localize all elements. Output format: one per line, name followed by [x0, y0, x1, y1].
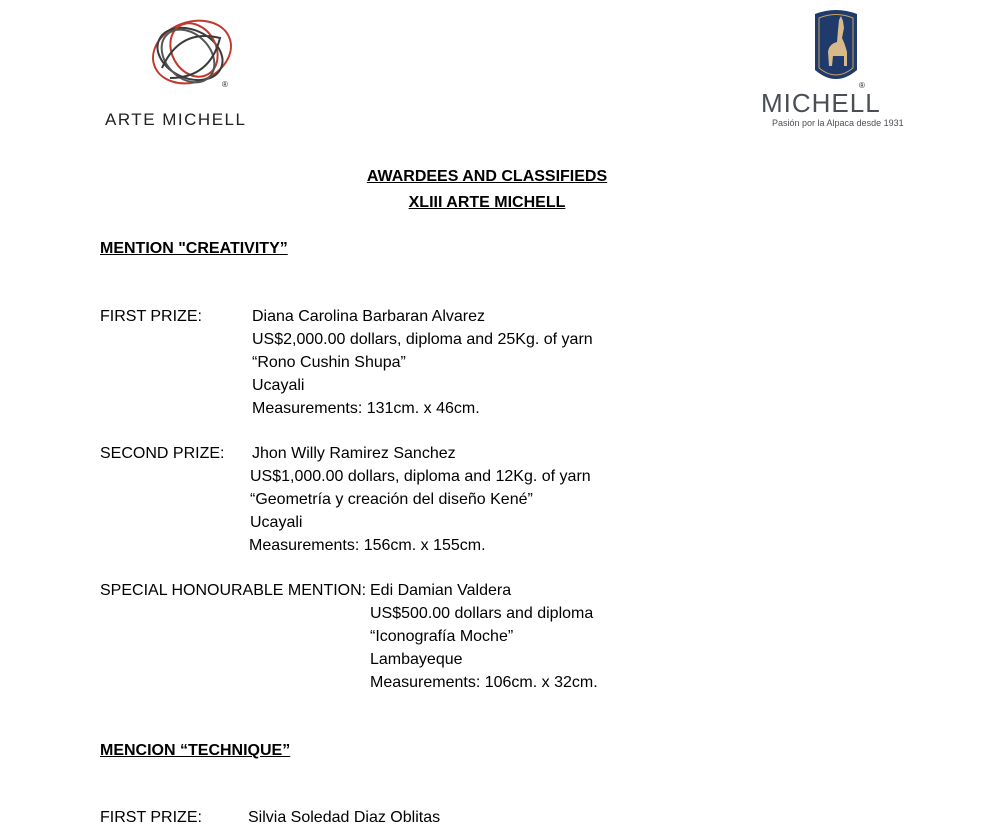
- section-heading-creativity: MENTION "CREATIVITY”: [100, 240, 288, 257]
- region: Lambayeque: [370, 651, 463, 668]
- page-subtitle: XLIII ARTE MICHELL: [408, 194, 566, 211]
- winner-name: Edi Damian Valdera: [370, 582, 512, 599]
- work-title: “Geometría y creación del diseño Kené”: [250, 491, 533, 508]
- page-title: AWARDEES AND CLASSIFIEDS: [366, 168, 608, 185]
- measurements: Measurements: 106cm. x 32cm.: [370, 674, 598, 691]
- prize-reward: US$500.00 dollars and diploma: [370, 605, 594, 622]
- registered-mark-right: ®: [859, 81, 865, 90]
- winner-name: Silvia Soledad Diaz Oblitas: [248, 809, 441, 826]
- swirl-logo-icon: [100, 8, 280, 98]
- michell-logo: [755, 8, 925, 133]
- arte-michell-wordmark: ARTE MICHELL: [105, 110, 247, 129]
- work-title: “Rono Cushin Shupa”: [252, 354, 406, 371]
- alpaca-badge-icon: [811, 8, 861, 84]
- prize-details: [250, 442, 591, 557]
- region: Ucayali: [252, 377, 305, 394]
- work-title: “Iconografía Moche”: [370, 628, 514, 645]
- prize-label: SPECIAL HONOURABLE MENTION:: [100, 582, 367, 599]
- measurements: Measurements: 131cm. x 46cm.: [252, 400, 480, 417]
- prize-reward: US$1,000.00 dollars, diploma and 12Kg. of yarn: [250, 468, 591, 485]
- prize-reward: US$2,000.00 dollars, diploma and 25Kg. of yarn: [252, 331, 593, 348]
- winner-name: Diana Carolina Barbaran Alvarez: [252, 308, 486, 325]
- prize-details: [252, 305, 593, 420]
- winner-name: Jhon Willy Ramirez Sanchez: [252, 445, 456, 462]
- measurements: Measurements: 156cm. x 155cm.: [249, 537, 486, 554]
- michell-wordmark: MICHELL: [761, 88, 881, 118]
- prize-label: FIRST PRIZE:: [100, 809, 202, 826]
- prize-label: FIRST PRIZE:: [100, 308, 202, 325]
- prize-details: [370, 579, 598, 694]
- region: Ucayali: [250, 514, 303, 531]
- registered-mark: ®: [222, 80, 228, 89]
- michell-tagline: Pasión por la Alpaca desde 1931: [772, 118, 904, 128]
- arte-michell-logo: [100, 8, 280, 133]
- section-heading-technique: MENCION “TECHNIQUE”: [100, 742, 291, 759]
- prize-label: SECOND PRIZE:: [100, 445, 225, 462]
